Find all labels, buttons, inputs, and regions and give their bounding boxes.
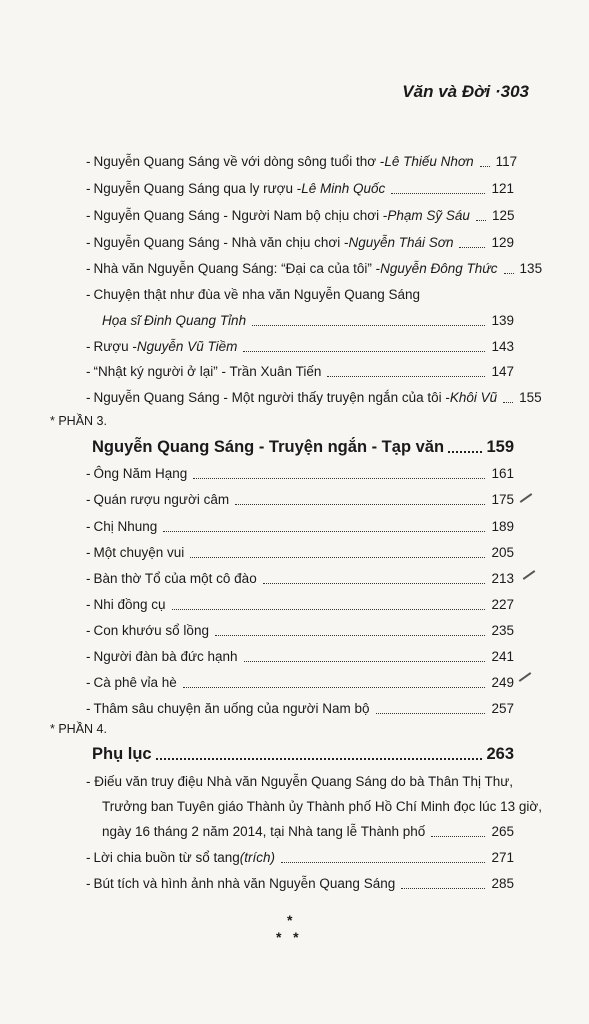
toc-entry: - Rượu - Nguyễn Vũ Tiềm 143 (86, 339, 514, 354)
toc-entry: ngày 16 tháng 2 năm 2014, tại Nhà tang lễ Thành phố 265 (102, 824, 514, 839)
pencil-tick-mark (519, 672, 532, 682)
toc-entry-line: Trưởng ban Tuyên giáo Thành ủy Thành phố Hồ Chí Minh đọc lúc 13 giờ, (102, 799, 543, 814)
toc-entry: - Con khướu sổ lồng 235 (86, 623, 514, 638)
toc-entry: - Ông Năm Hạng 161 (86, 466, 514, 481)
pencil-tick-mark (523, 570, 536, 580)
toc-entry: - Nhi đồng cụ 227 (86, 597, 514, 612)
toc-entry: - Nguyễn Quang Sáng - Một người thấy truyện ngắn của tôi - Khôi Vũ 155 (86, 390, 542, 405)
toc-entry: - Thâm sâu chuyện ăn uống của người Nam bộ 257 (86, 701, 514, 716)
toc-entry: - Cà phê vỉa hè 249 (86, 675, 514, 690)
toc-entry: - Người đàn bà đức hạnh 241 (86, 649, 514, 664)
part-label: * PHẦN 4. (50, 722, 107, 736)
toc-entry: - Một chuyện vui 205 (86, 545, 514, 560)
toc-entry: - Nhà văn Nguyễn Quang Sáng: “Đại ca của tôi” - Nguyễn Đông Thức 135 (86, 261, 543, 276)
toc-entry: - Lời chia buồn từ sổ tang (trích) 271 (86, 850, 514, 865)
section-heading: Phụ lục 263 (92, 745, 514, 763)
toc-entry: - Nguyễn Quang Sáng - Người Nam bộ chịu chơi - Phạm Sỹ Sáu 125 (86, 208, 515, 223)
toc-entry: - Bút tích và hình ảnh nhà văn Nguyễn Quang Sáng 285 (86, 876, 514, 891)
end-ornament-bottom: * * (276, 929, 299, 945)
pencil-tick-mark (520, 493, 533, 503)
toc-entry: - Nguyễn Quang Sáng - Nhà văn chịu chơi - Nguyễn Thái Sơn 129 (86, 235, 514, 250)
toc-entry: Họa sĩ Đinh Quang Tỉnh 139 (102, 313, 514, 328)
end-ornament-top: * (287, 912, 293, 928)
part-label: * PHẦN 3. (50, 414, 107, 428)
toc-entry: - “Nhật ký người ở lại” - Trần Xuân Tiến 147 (86, 364, 514, 379)
toc-entry-line: - Điếu văn truy điệu Nhà văn Nguyễn Quang Sáng do bà Thân Thị Thư, (86, 774, 514, 789)
toc-entry: - Nguyễn Quang Sáng về với dòng sông tuổi thơ - Lê Thiếu Nhơn 117 (86, 154, 518, 169)
toc-entry: - Chị Nhung 189 (86, 519, 514, 534)
section-heading: Nguyễn Quang Sáng - Truyện ngắn - Tạp văn 159 (92, 438, 514, 456)
page-header: Văn và Đời ·303 (402, 82, 529, 101)
toc-entry: - Bàn thờ Tổ của một cô đào 213 (86, 571, 514, 586)
toc-entry: - Quán rượu người câm 175 (86, 492, 514, 507)
toc-entry: - Chuyện thật như đùa về nha văn Nguyễn Quang Sáng (86, 287, 421, 302)
toc-entry: - Nguyễn Quang Sáng qua ly rượu - Lê Minh Quốc 121 (86, 181, 514, 196)
